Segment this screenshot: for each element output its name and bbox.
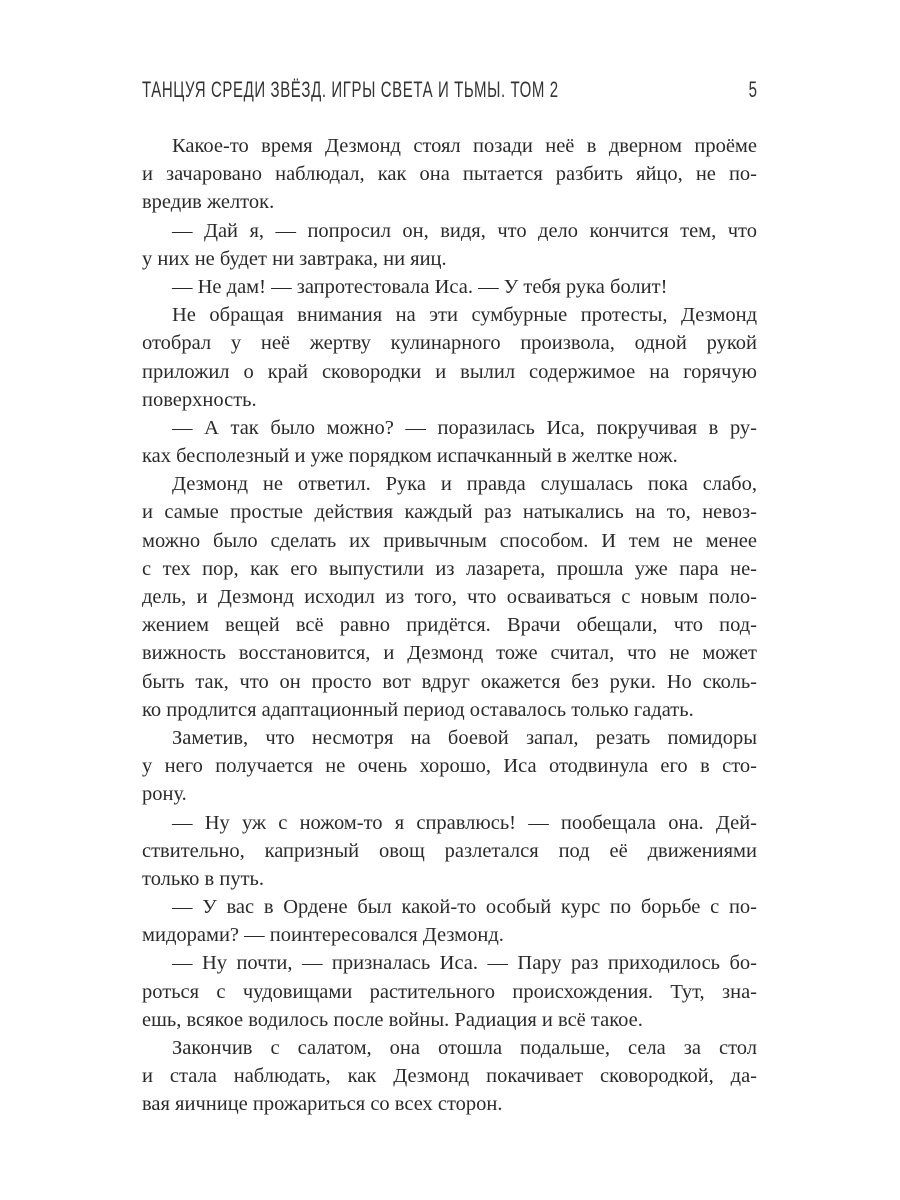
text-line: Закончив с салатом, она отошла подальше, села за стол <box>172 1037 757 1059</box>
text-line: ешь, всякое водилось после войны. Радиация и всё такое. <box>142 1008 643 1031</box>
text-line: и самые простые действия каждый раз натыкались на то, невоз- <box>142 501 757 524</box>
text-line: — А так было можно? — поразилась Иса, покручивая в ру- <box>172 416 757 439</box>
text-line: ках бесполезный и уже порядком испачканный в желтке нож. <box>142 445 678 468</box>
text-line: отобрал у неё жертву кулинарного произвола, одной рукой <box>142 332 757 355</box>
text-line: вая яичнице прожариться со всех сторон. <box>142 1093 503 1116</box>
text-line: у них не будет ни завтрака, ни яиц. <box>142 247 447 270</box>
text-line: жением вещей всё равно придётся. Врачи обещали, что под- <box>142 614 757 637</box>
text-line: мидорами? — поинтересовался Дезмонд. <box>142 924 504 947</box>
text-line: можно было сделать их привычным способом. И тем не менее <box>142 529 757 552</box>
text-line: поверхность. <box>142 388 257 411</box>
text-line: вредив желток. <box>142 191 275 214</box>
text-line: и стала наблюдать, как Дезмонд покачивает сковородкой, да- <box>142 1065 757 1088</box>
page-number: 5 <box>748 78 757 103</box>
text-line: — У вас в Ордене был какой-то особый курс по борьбе с по- <box>172 896 757 919</box>
text-line: у него получается не очень хорошо, Иса отодвинула его в сто- <box>142 755 757 778</box>
text-line: — Дай я, — попросил он, видя, что дело кончится тем, что <box>172 219 757 242</box>
text-line: Не обращая внимания на эти сумбурные протесты, Дезмонд <box>172 304 757 327</box>
text-line: роться с чудовищами растительного происхождения. Тут, зна- <box>142 980 757 1003</box>
body-text <box>142 132 757 1119</box>
text-line: Какое-то время Дезмонд стоял позади неё в дверном проёме <box>172 135 757 157</box>
text-line: только в путь. <box>142 867 264 890</box>
text-line: рону. <box>142 783 187 806</box>
text-line: ствительно, капризный овощ разлетался под её движениями <box>142 839 757 862</box>
text-line: Заметив, что несмотря на боевой запал, резать помидоры <box>172 726 757 749</box>
text-line: приложил о край сковородки и вылил содержимое на горячую <box>142 360 757 383</box>
text-line: — Ну уж с ножом-то я справлюсь! — пообещала она. Дей- <box>172 811 757 834</box>
running-title: ТАНЦУЯ СРЕДИ ЗВЁЗД. ИГРЫ СВЕТА И ТЬМЫ. ТОМ 2 <box>142 78 559 103</box>
text-line: вижность восстановится, и Дезмонд тоже считал, что не может <box>142 642 757 665</box>
text-line: — Не дам! — запротестовала Иса. — У тебя рука болит! <box>172 275 668 298</box>
text-line: Дезмонд не ответил. Рука и правда слушалась пока слабо, <box>172 473 757 496</box>
text-line: и зачаровано наблюдал, как она пытается разбить яйцо, не по- <box>142 163 757 186</box>
text-line: с тех пор, как его выпустили из лазарета, прошла уже пара не- <box>142 557 757 580</box>
page-header <box>142 78 757 108</box>
text-line: быть так, что он просто вот вдруг окажется без руки. Но сколь- <box>142 670 757 693</box>
text-line: ко продлится адаптационный период оставалось только гадать. <box>142 698 694 721</box>
text-line: — Ну почти, — призналась Иса. — Пару раз приходилось бо- <box>172 952 757 975</box>
text-line: дель, и Дезмонд исходил из того, что осваиваться с новым поло- <box>142 586 757 608</box>
